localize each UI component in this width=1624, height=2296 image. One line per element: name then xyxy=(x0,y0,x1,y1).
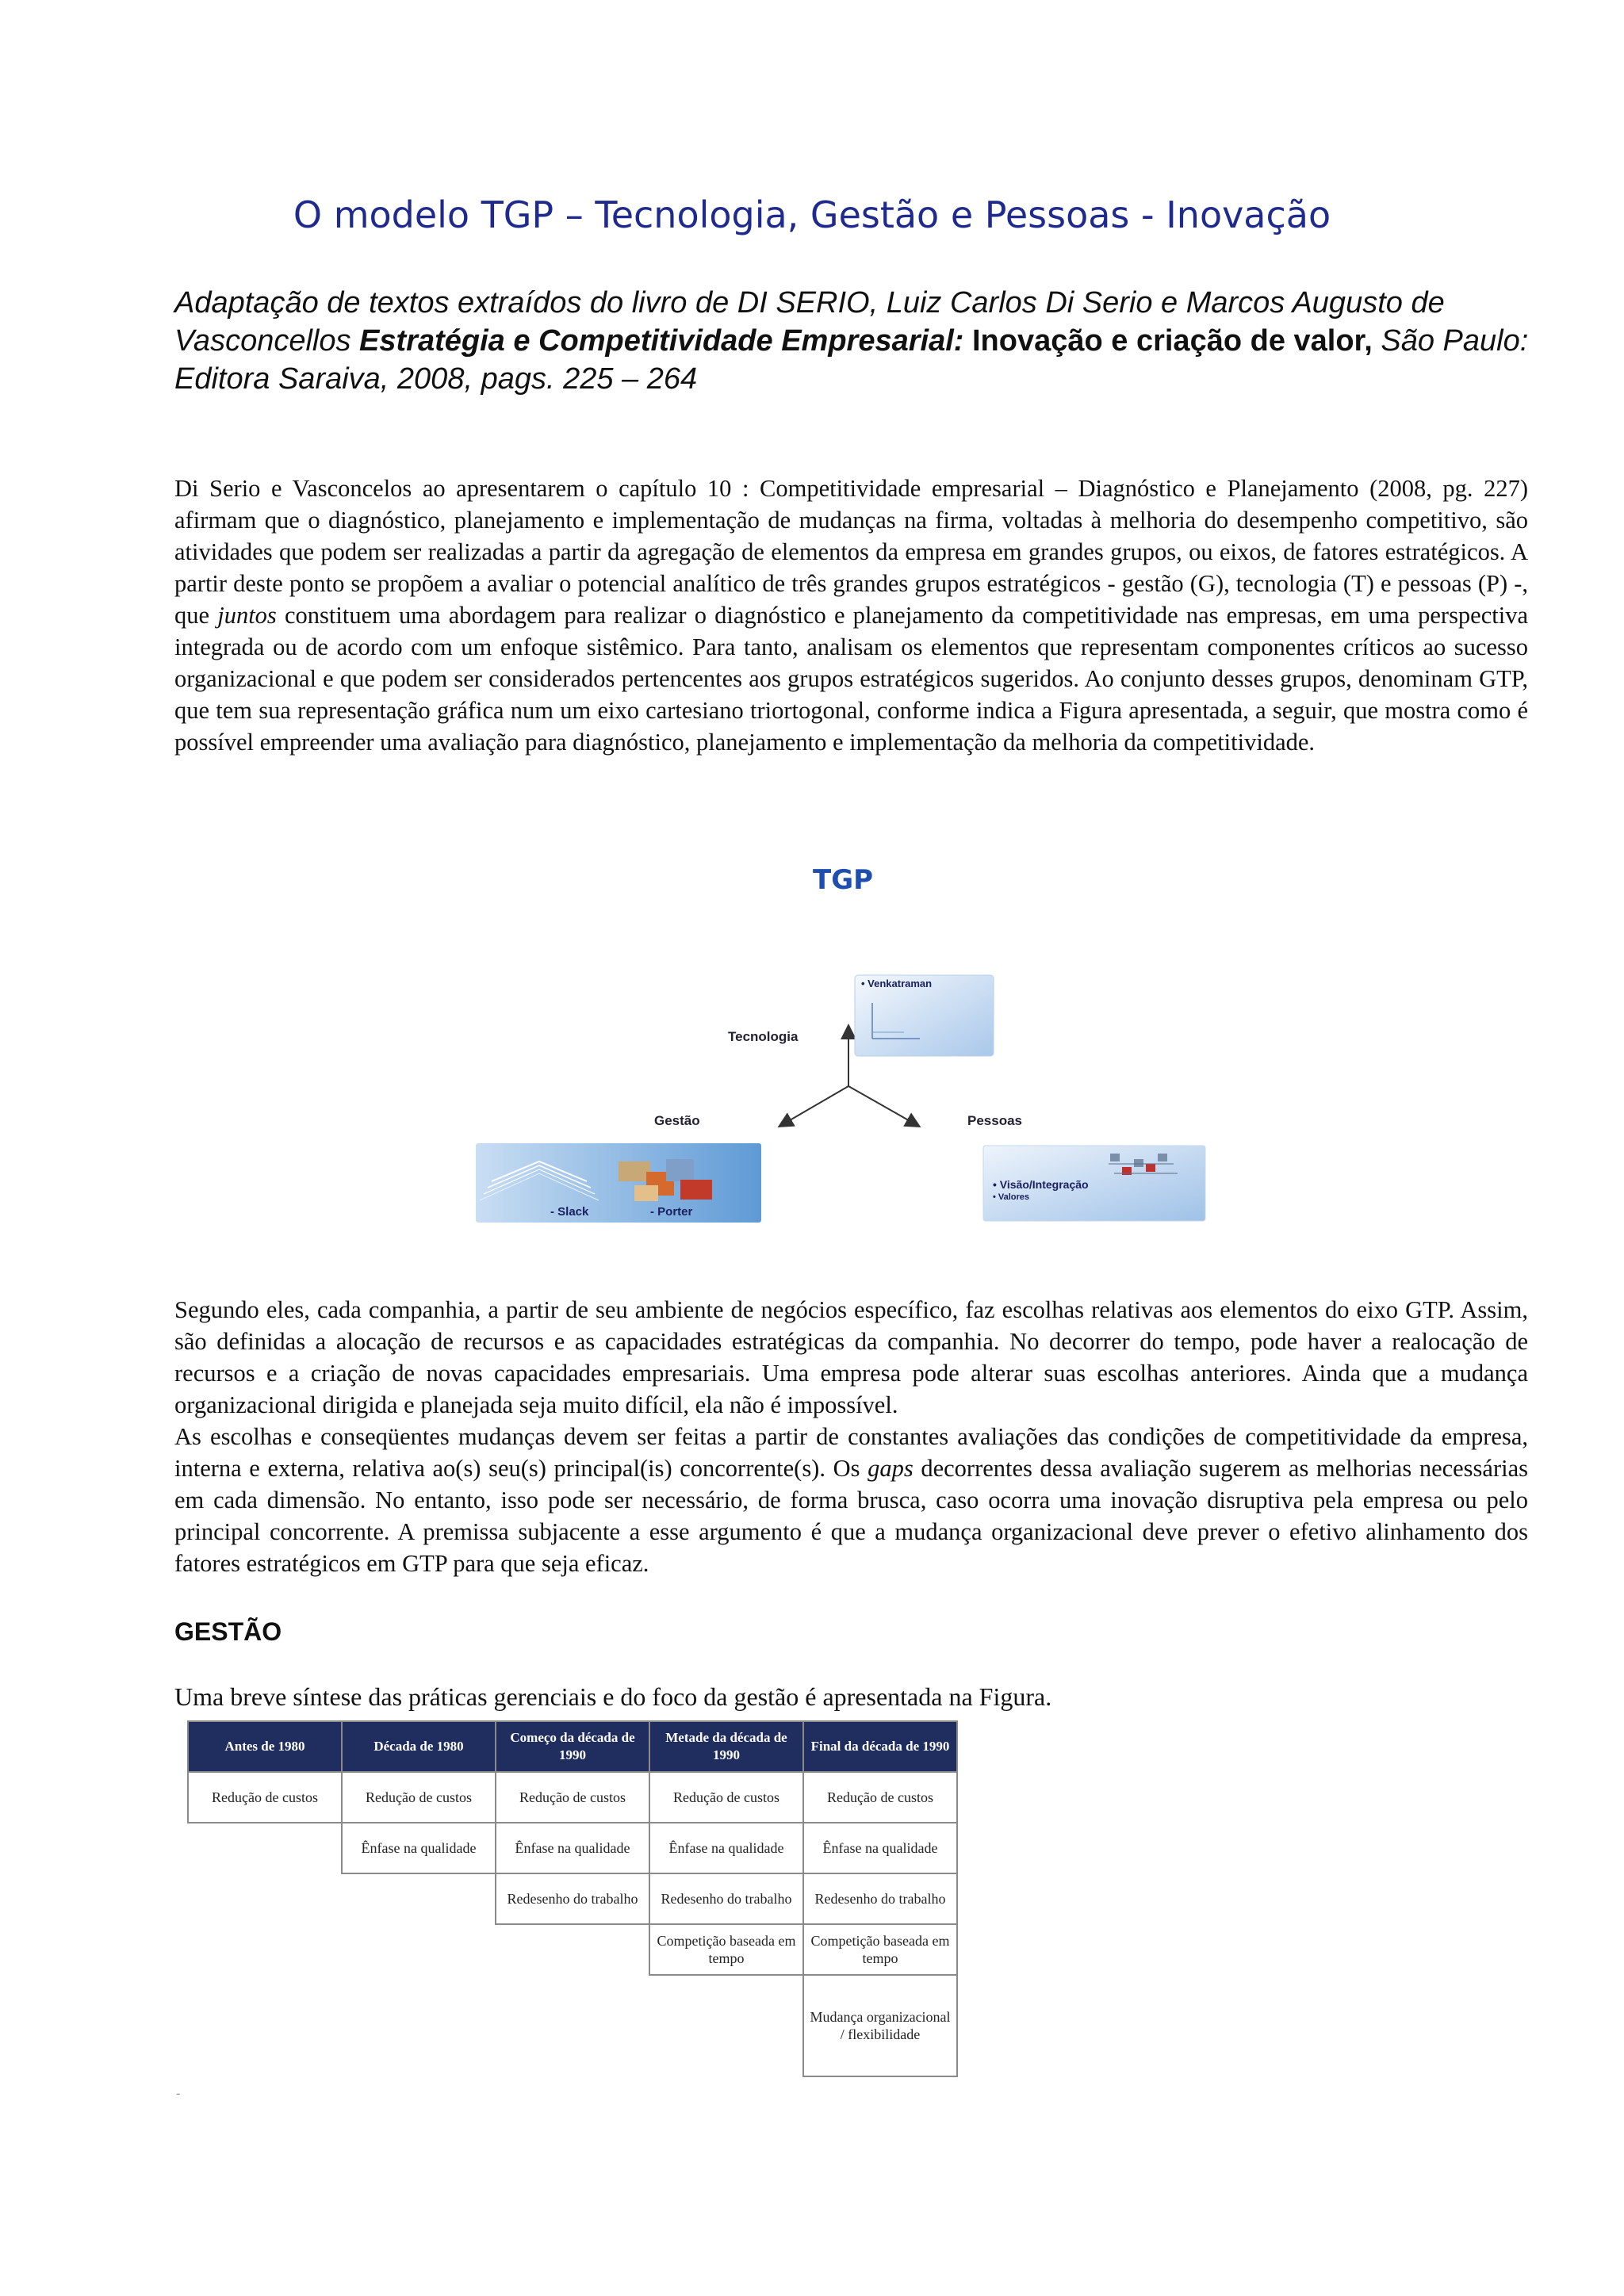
table-empty-cell xyxy=(496,1975,649,2076)
pessoas-card-item-visao: • Visão/Integração xyxy=(993,1178,1089,1191)
table-row xyxy=(188,1823,957,1873)
gestao-axis xyxy=(780,1086,848,1126)
table-cell: Redução de custos xyxy=(188,1772,342,1823)
paragraph-text: As escolhas e conseqüentes mudanças devem ser feitas a partir de constantes avaliações das condições de competitividade da empresa, interna e externa, relativa ao(s) seu(s) principal(is) concorrente(s). Os xyxy=(174,1423,1528,1482)
table-empty-cell xyxy=(188,1873,342,1924)
table-cell: Redução de custos xyxy=(496,1772,649,1823)
table-cell: Competição baseada em tempo xyxy=(803,1924,957,1975)
table-empty-cell xyxy=(188,1823,342,1873)
table-row xyxy=(188,1873,957,1924)
paragraph-emphasis: juntos xyxy=(217,602,277,629)
table-header-cell: Metade da década de 1990 xyxy=(649,1721,803,1772)
paragraph-choices: Segundo eles, cada companhia, a partir de seu ambiente de negócios específico, faz escolhas relativas aos elementos do eixo GTP. Assim, são definidas a alocação de recursos e as capacidades estratégicas da companhia. No decorrer do tempo, pode haver a realocação de recursos e a criação de novas capacidades empresariais. Uma empresa pode alterar suas escolhas anteriores. Ainda que a mudança organizacional dirigida e planejada seja muito difícil, ela não é impossível. xyxy=(174,1296,1528,1418)
table-row xyxy=(188,1924,957,1975)
management-practices-table xyxy=(187,1720,958,2077)
citation-subtitle: Inovação e criação de valor, xyxy=(963,324,1373,358)
paragraph-emphasis: gaps xyxy=(868,1455,914,1482)
citation xyxy=(174,284,1538,398)
table-header-cell: Antes de 1980 xyxy=(188,1721,342,1772)
table-cell: Competição baseada em tempo xyxy=(649,1924,803,1975)
pessoas-label: Pessoas xyxy=(967,1113,1022,1128)
gestao-card-slack: - Slack xyxy=(550,1205,589,1219)
table-cell: Ênfase na qualidade xyxy=(803,1823,957,1873)
tecnologia-card-item: • Venkatraman xyxy=(861,978,933,989)
tgp-figure xyxy=(476,848,1221,1245)
citation-publisher: São Paulo: Editora Saraiva, 2008, pags. 225 – 264 xyxy=(174,324,1529,396)
stray-mark: - xyxy=(176,2087,181,2100)
figure-title: TGP xyxy=(813,864,874,896)
table-cell: Redesenho do trabalho xyxy=(803,1873,957,1924)
paragraph-text: Di Serio e Vasconcelos ao apresentarem o capítulo 10 : Competitividade empresarial – Diagnóstico e Planejamento (2008, pg. 227) afirmam que o diagnóstico, planejamento e implementação de mudanças na firma, voltadas à melhoria do desempenho competitivo, são atividades que podem ser realizadas a partir da agregação de elementos da empresa em grandes grupos, ou eixos, de fatores estratégicos. A partir deste ponto se propõem a avaliar o potencial analítico de três grandes grupos estratégicos - gestão (G), tecnologia (T) e pessoas (P) -, que xyxy=(174,475,1528,629)
table-empty-cell xyxy=(649,1975,803,2076)
gestao-card xyxy=(476,1143,761,1223)
tecnologia-label: Tecnologia xyxy=(728,1029,799,1044)
table-header-cell: Começo da década de 1990 xyxy=(496,1721,649,1772)
tgp-axes-diagram xyxy=(476,848,1221,1245)
table-cell: Redução de custos xyxy=(803,1772,957,1823)
table-cell: Mudança organizacional / flexibilidade xyxy=(803,1975,957,2076)
table-cell: Ênfase na qualidade xyxy=(649,1823,803,1873)
pessoas-card-item-valores: • Valores xyxy=(993,1192,1030,1202)
paragraph-intro xyxy=(174,473,1528,758)
table-header-row xyxy=(188,1721,957,1772)
table-cell: Ênfase na qualidade xyxy=(496,1823,649,1873)
paragraph-changes xyxy=(174,1421,1528,1579)
table-row xyxy=(188,1975,957,2076)
table-empty-cell xyxy=(342,1975,496,2076)
section-intro: Uma breve síntese das práticas gerenciais e do foco da gestão é apresentada na Figura. xyxy=(174,1682,1052,1711)
table-empty-cell xyxy=(496,1924,649,1975)
gestao-card-porter: - Porter xyxy=(650,1205,693,1219)
citation-book-title: Estratégia e Competitividade Empresarial: xyxy=(359,324,964,358)
table-row xyxy=(188,1772,957,1823)
table-empty-cell xyxy=(342,1924,496,1975)
table-cell: Redesenho do trabalho xyxy=(649,1873,803,1924)
paragraph-text: decorrentes dessa avaliação sugerem as melhorias necessárias em cada dimensão. No entanto, isso pode ser necessário, de forma brusca, caso ocorra uma inovação disruptiva pela empresa ou pelo principal concorrente. A premissa subjacente a esse argumento é que a mudança organizacional deve prever o efetivo alinhamento dos fatores estratégicos em GTP para que seja eficaz. xyxy=(174,1455,1528,1577)
table-empty-cell xyxy=(342,1873,496,1924)
gestao-label: Gestão xyxy=(654,1113,700,1128)
paragraph-text: constituem uma abordagem para realizar o diagnóstico e planejamento da competitividade nas empresas, em uma perspectiva integrada ou de acordo com um enfoque sistêmico. Para tanto, analisam os elementos que representam componentes críticos ao sucesso organizacional e que podem ser considerados pertencentes aos grupos estratégicos sugeridos. Ao conjunto desses grupos, denominam GTP, que tem sua representação gráfica num um eixo cartesiano triortogonal, conforme indica a Figura apresentada, a seguir, que mostra como é possível empreender uma avaliação para diagnóstico, planejamento e implementação da melhoria da competitividade. xyxy=(174,602,1528,756)
pessoas-axis xyxy=(848,1086,918,1126)
table-empty-cell xyxy=(188,1924,342,1975)
table-empty-cell xyxy=(188,1975,342,2076)
table-header-cell: Final da década de 1990 xyxy=(803,1721,957,1772)
table-cell: Redução de custos xyxy=(649,1772,803,1823)
section-heading-gestao: GESTÃO xyxy=(174,1617,282,1646)
table-cell: Redesenho do trabalho xyxy=(496,1873,649,1924)
table-cell: Ênfase na qualidade xyxy=(342,1823,496,1873)
page-title: O modelo TGP – Tecnologia, Gestão e Pessoas - Inovação xyxy=(293,193,1331,236)
table-cell: Redução de custos xyxy=(342,1772,496,1823)
table-header-cell: Década de 1980 xyxy=(342,1721,496,1772)
citation-authors: Adaptação de textos extraídos do livro de DI SERIO, Luiz Carlos Di Serio e Marcos Augusto de Vasconcellos xyxy=(174,286,1445,358)
